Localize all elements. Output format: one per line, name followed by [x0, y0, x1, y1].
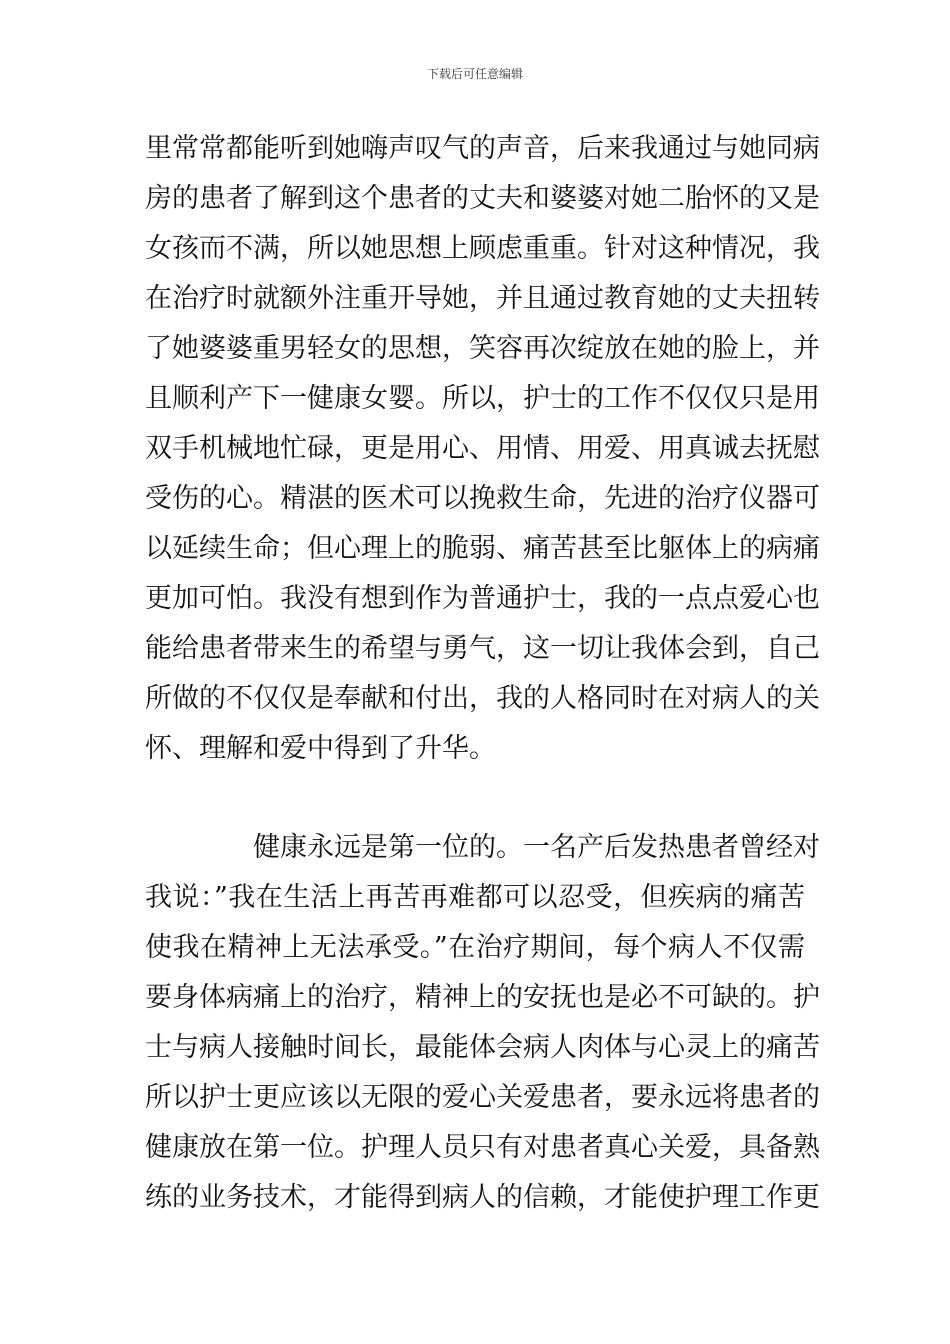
paragraph-line: 能给患者带来生的希望与勇气，这一切让我体会到，自己: [145, 633, 820, 664]
paragraph-line: 房的患者了解到这个患者的丈夫和婆婆对她二胎怀的又是: [145, 183, 820, 214]
paragraph-line: 了她婆婆重男轻女的思想，笑容再次绽放在她的脸上，并: [145, 333, 820, 364]
paragraph-line: 士与病人接触时间长，最能体会病人肉体与心灵上的痛苦: [145, 1032, 820, 1063]
paragraph-line: 且顺利产下一健康女婴。所以，护士的工作不仅仅只是用: [145, 383, 820, 414]
paragraph-line: 所以护士更应该以无限的爱心关爱患者，要永远将患者的: [145, 1082, 820, 1113]
paragraph-line: 受伤的心。精湛的医术可以挽救生命，先进的治疗仪器可: [145, 483, 820, 514]
paragraph-line: 更加可怕。我没有想到作为普通护士，我的一点点爱心也: [145, 583, 820, 614]
paragraph-line: 在治疗时就额外注重开导她，并且通过教育她的丈夫扭转: [145, 283, 820, 314]
paragraph-line: 所做的不仅仅是奉献和付出，我的人格同时在对病人的关: [145, 683, 820, 714]
paragraph-line: 女孩而不满，所以她思想上顾虑重重。针对这种情况，我: [145, 233, 820, 264]
paragraph-line: 使我在精神上无法承受。”在治疗期间，每个病人不仅需: [145, 932, 805, 963]
paragraph-line: 双手机械地忙碌，更是用心、用情、用爱、用真诚去抚慰: [145, 433, 820, 464]
paragraph-line: 健康永远是第一位的。一名产后发热患者曾经对: [253, 832, 820, 863]
paragraph-line: 要身体病痛上的治疗，精神上的安抚也是必不可缺的。护: [145, 982, 820, 1013]
page-header: 下载后可任意编辑: [426, 67, 523, 81]
paragraph-line: 里常常都能听到她嗨声叹气的声音，后来我通过与她同病: [145, 133, 820, 164]
paragraph-line: 练的业务技术，才能得到病人的信赖，才能使护理工作更: [145, 1182, 820, 1213]
paragraph-line: 怀、理解和爱中得到了升华。: [145, 733, 496, 764]
paragraph-line: 我说：”我在生活上再苦再难都可以忍受，但疾病的痛苦: [145, 882, 805, 913]
paragraph-line: 以延续生命；但心理上的脆弱、痛苦甚至比躯体上的病痛: [145, 533, 820, 564]
paragraph-line: 健康放在第一位。护理人员只有对患者真心关爱，具备熟: [145, 1132, 820, 1163]
